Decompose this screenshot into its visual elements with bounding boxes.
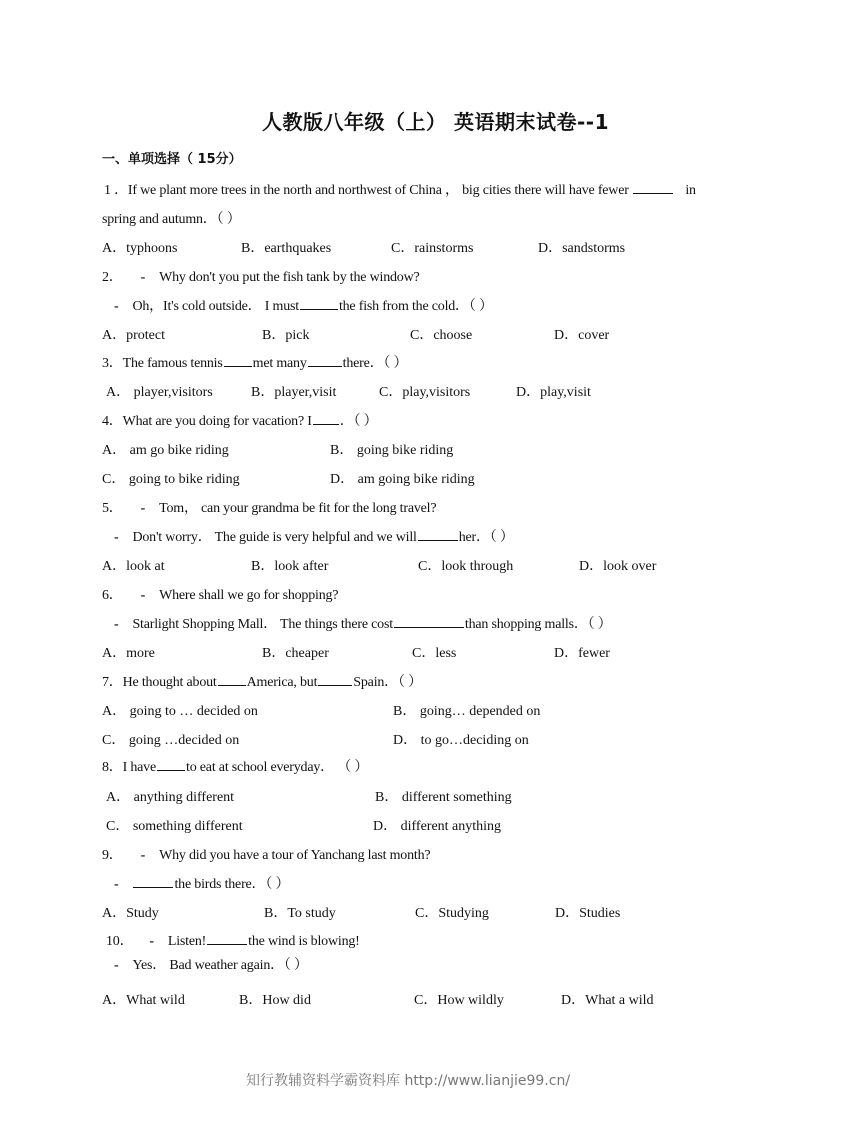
- dialogue-dash: -: [114, 299, 119, 314]
- question-text: to eat at school everyday． （ ）: [186, 760, 369, 775]
- question-6-line-1: [102, 584, 338, 604]
- option-b: B．How did: [239, 993, 311, 1008]
- question-1-line-1: [104, 179, 696, 199]
- question-5-line-1: [102, 497, 436, 517]
- question-2-line-1: [102, 266, 420, 286]
- question-number: 9．: [102, 848, 123, 863]
- question-4-line-1: [102, 410, 377, 430]
- answer-blank: [308, 354, 342, 367]
- question-text: Listen!: [167, 934, 207, 949]
- question-number: 5．: [102, 501, 123, 516]
- question-3-line-1: [102, 352, 407, 372]
- question-text: her．（ ）: [458, 530, 514, 545]
- option-a: A． anything different: [106, 790, 235, 805]
- option-a: A． am go bike riding: [102, 443, 229, 458]
- question-text: Why don't you put the fish tank by the window?: [159, 270, 420, 285]
- question-text: Where shall we go for shopping?: [159, 588, 339, 603]
- question-text: 7．He thought about: [102, 675, 217, 690]
- option-b: B．cheaper: [262, 646, 329, 661]
- question-1-line-2: spring and autumn．（ ）: [102, 212, 241, 227]
- option-c: C．rainstorms: [391, 241, 474, 256]
- dialogue-dash: -: [114, 617, 119, 632]
- page-title: 人教版八年级（上） 英语期末试卷--1: [262, 110, 609, 134]
- question-number: 6．: [102, 588, 123, 603]
- question-number: 2．: [102, 270, 123, 285]
- option-c: C．less: [412, 646, 457, 661]
- dialogue-dash: -: [140, 588, 146, 603]
- dialogue-dash: -: [149, 934, 154, 949]
- option-c: C．look through: [418, 559, 514, 574]
- option-c: C．play,visitors: [379, 385, 471, 400]
- question-text: Why did you have a tour of Yanchang last month?: [159, 848, 431, 863]
- question-9-line-1: [102, 844, 430, 864]
- answer-blank: [394, 615, 464, 628]
- option-b: B． different something: [375, 790, 512, 805]
- answer-blank: [633, 181, 673, 194]
- option-c: C．Studying: [415, 906, 489, 921]
- question-text: Oh，It's cold outside． I must: [132, 299, 299, 314]
- question-text: Yes． Bad weather again．（ ）: [132, 958, 308, 973]
- answer-blank: [300, 297, 338, 310]
- option-c: C． going to bike riding: [102, 472, 240, 487]
- answer-blank: [218, 673, 246, 686]
- answer-blank: [133, 875, 173, 888]
- question-text: Spain．（ ）: [353, 675, 422, 690]
- option-a: A．protect: [102, 328, 165, 343]
- answer-blank: [224, 354, 252, 367]
- section-heading: 一、单项选择（ 15分）: [102, 152, 242, 167]
- question-text: there．（ ）: [342, 356, 408, 371]
- option-c: C． something different: [106, 819, 243, 834]
- option-d: D．play,visit: [516, 385, 591, 400]
- option-a: A．Study: [102, 906, 159, 921]
- option-d: D．cover: [554, 328, 610, 343]
- question-text: than shopping malls．（ ）: [464, 617, 612, 632]
- question-text: 8．I have: [102, 760, 156, 775]
- answer-blank: [418, 528, 458, 541]
- question-text: Tom， can your grandma be fit for the long travel?: [159, 501, 437, 516]
- question-7-line-1: [102, 671, 422, 691]
- dialogue-dash: -: [114, 530, 119, 545]
- question-10-line-2: [114, 954, 308, 974]
- option-c: C．choose: [410, 328, 473, 343]
- option-d: D．look over: [579, 559, 657, 574]
- option-d: D． different anything: [373, 819, 502, 834]
- option-b: B． going bike riding: [330, 443, 454, 458]
- question-text: 3．The famous tennis: [102, 356, 223, 371]
- option-c: C．How wildly: [414, 993, 504, 1008]
- option-b: B． going… depended on: [393, 704, 541, 719]
- question-text: the birds there．（ ）: [174, 877, 290, 892]
- question-text: ．（ ）: [339, 414, 378, 429]
- option-b: B．player,visit: [251, 385, 337, 400]
- answer-blank: [207, 932, 247, 945]
- question-text: America, but: [246, 675, 318, 690]
- dialogue-dash: -: [114, 877, 119, 892]
- option-d: D．sandstorms: [538, 241, 626, 256]
- option-a: A．more: [102, 646, 155, 661]
- answer-blank: [313, 412, 339, 425]
- option-b: B．To study: [264, 906, 336, 921]
- option-d: D． am going bike riding: [330, 472, 475, 487]
- answer-blank: [157, 758, 185, 771]
- question-2-line-2: [114, 295, 493, 315]
- answer-blank: [318, 673, 352, 686]
- dialogue-dash: -: [140, 848, 146, 863]
- page-footer: 知行教辅资料学霸资料库 http://www.lianjie99.cn/: [246, 1073, 571, 1089]
- dialogue-dash: -: [140, 501, 146, 516]
- option-b: B．pick: [262, 328, 310, 343]
- question-text: Don't worry． The guide is very helpful and we will: [132, 530, 417, 545]
- option-a: A．look at: [102, 559, 165, 574]
- question-6-line-2: [114, 613, 612, 633]
- dialogue-dash: -: [140, 270, 146, 285]
- option-a: A．What wild: [102, 993, 185, 1008]
- option-b: B．earthquakes: [241, 241, 332, 256]
- question-9-line-2: [114, 873, 289, 893]
- question-number: 10．: [106, 934, 134, 949]
- question-text: the wind is blowing!: [248, 934, 360, 949]
- question-text: 1 ．If we plant more trees in the north and northwest of China ， big cities there will have fewer: [104, 183, 629, 198]
- option-a: A． going to … decided on: [102, 704, 258, 719]
- question-10-line-1: [106, 930, 360, 950]
- question-8-line-1: [102, 756, 368, 776]
- option-a: A． player,visitors: [106, 385, 213, 400]
- option-c: C． going …decided on: [102, 733, 240, 748]
- question-text: in: [685, 183, 696, 198]
- option-b: B．look after: [251, 559, 329, 574]
- option-d: D． to go…deciding on: [393, 733, 529, 748]
- dialogue-dash: -: [114, 958, 119, 973]
- option-d: D．fewer: [554, 646, 610, 661]
- option-d: D．What a wild: [561, 993, 654, 1008]
- question-text: Starlight Shopping Mall． The things there cost: [132, 617, 393, 632]
- question-text: the fish from the cold．（ ）: [338, 299, 493, 314]
- question-text: met many: [252, 356, 307, 371]
- question-5-line-2: [114, 526, 514, 546]
- option-d: D．Studies: [555, 906, 621, 921]
- option-a: A．typhoons: [102, 241, 178, 256]
- question-text: 4．What are you doing for vacation? I: [102, 414, 312, 429]
